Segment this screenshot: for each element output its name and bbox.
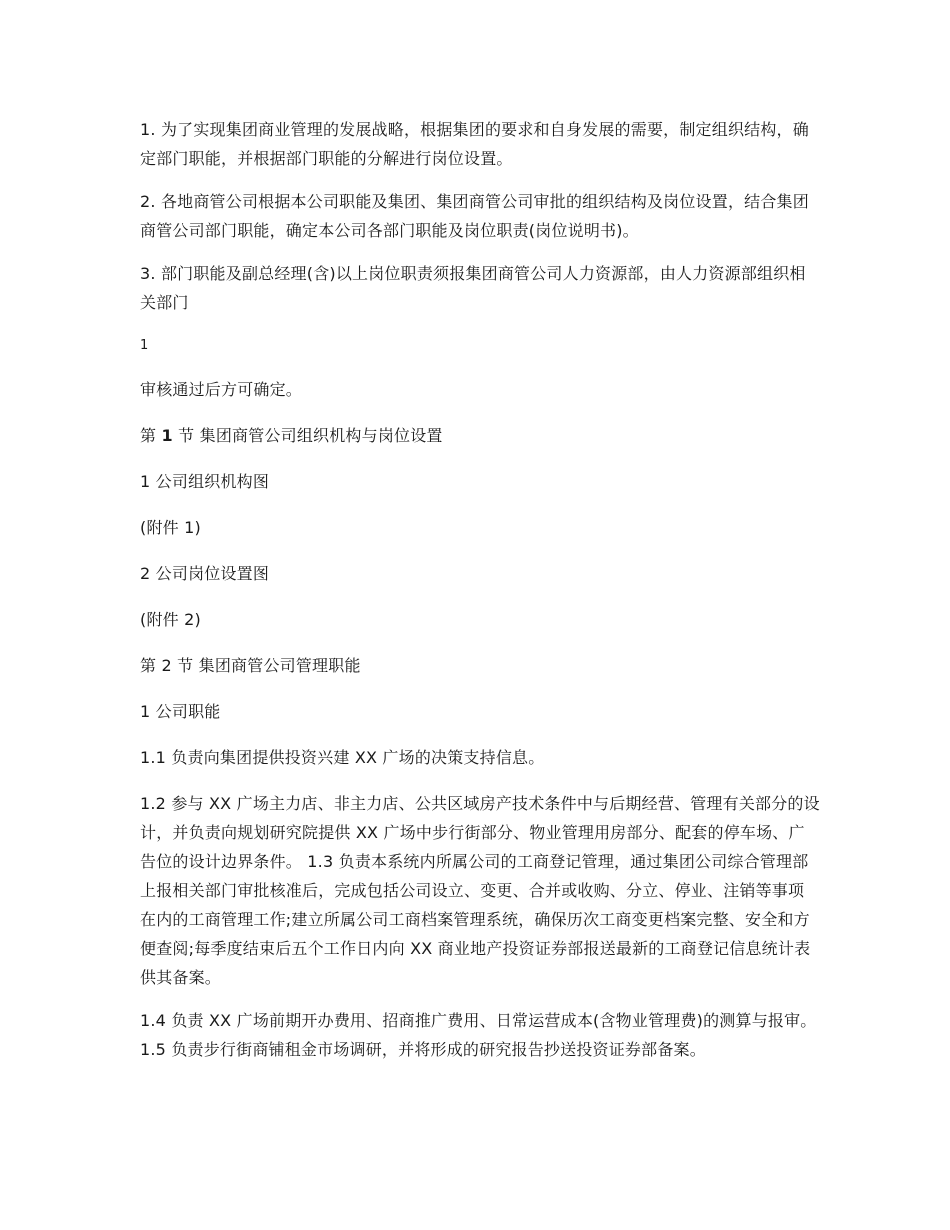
paragraph-4: 审核通过后方可确定。 [140,380,303,399]
function-heading: 1 公司职能 [140,702,221,721]
section-1-title: 节 集团商管公司组织机构与岗位设置 [172,426,443,445]
section-2-heading: 第 2 节 集团商管公司管理职能 [140,656,361,675]
item-position-chart: 2 公司岗位设置图 [140,564,270,583]
paragraph-2: 2. 各地商管公司根据本公司职能及集团、集团商管公司审批的组织结构及岗位设置，结合集团商管公司部门职能，确定本公司各部门职能及岗位职责(岗位说明书)。 [140,192,809,240]
function-1-4-1-5: 1.4 负责 XX 广场前期开办费用、招商推广费用、日常运营成本(含物业管理费)的测算与报审。 1.5 负责步行街商铺租金市场调研，并将形成的研究报告抄送投资证券部备案。 [140,1011,817,1059]
section-1-number: 1 [161,426,173,445]
function-1-2-1-3: 1.2 参与 XX 广场主力店、非主力店、公共区域房产技术条件中与后期经营、管理有关部分的设计，并负责向规划研究院提供 XX 广场中步行街部分、物业管理用房部分、配套的停车场、广告位的设计边界条件。 1.3 负责本系统内所属公司的工商登记管理，通过集团公司综合管理部上报相关部门审批核准后，完成包括公司设立、变更、合并或收购、分立、停业、注销等事项在内的工商管理工作;建立所属公司工商档案管理系统，确保历次工商变更档案完整、安全和方便查阅;每季度结束后五个工作日内向 XX 商业地产投资证券部报送最新的工商登记信息统计表供其备案。 [140,794,820,987]
page-number: 1 [140,338,149,353]
function-1-1: 1.1 负责向集团提供投资兴建 XX 广场的决策支持信息。 [140,748,545,767]
attachment-2-label: (附件 2) [140,610,201,629]
document-body [140,115,820,1078]
attachment-1-label: (附件 1) [140,518,201,537]
item-org-chart: 1 公司组织机构图 [140,472,270,491]
section-1-prefix: 第 [140,426,162,445]
paragraph-3: 3. 部门职能及副总经理(含)以上岗位职责须报集团商管公司人力资源部，由人力资源部组织相关部门 [140,264,806,312]
section-1-heading [140,421,820,450]
paragraph-1: 1. 为了实现集团商业管理的发展战略，根据集团的要求和自身发展的需要，制定组织结构，确定部门职能，并根据部门职能的分解进行岗位设置。 [140,120,809,168]
